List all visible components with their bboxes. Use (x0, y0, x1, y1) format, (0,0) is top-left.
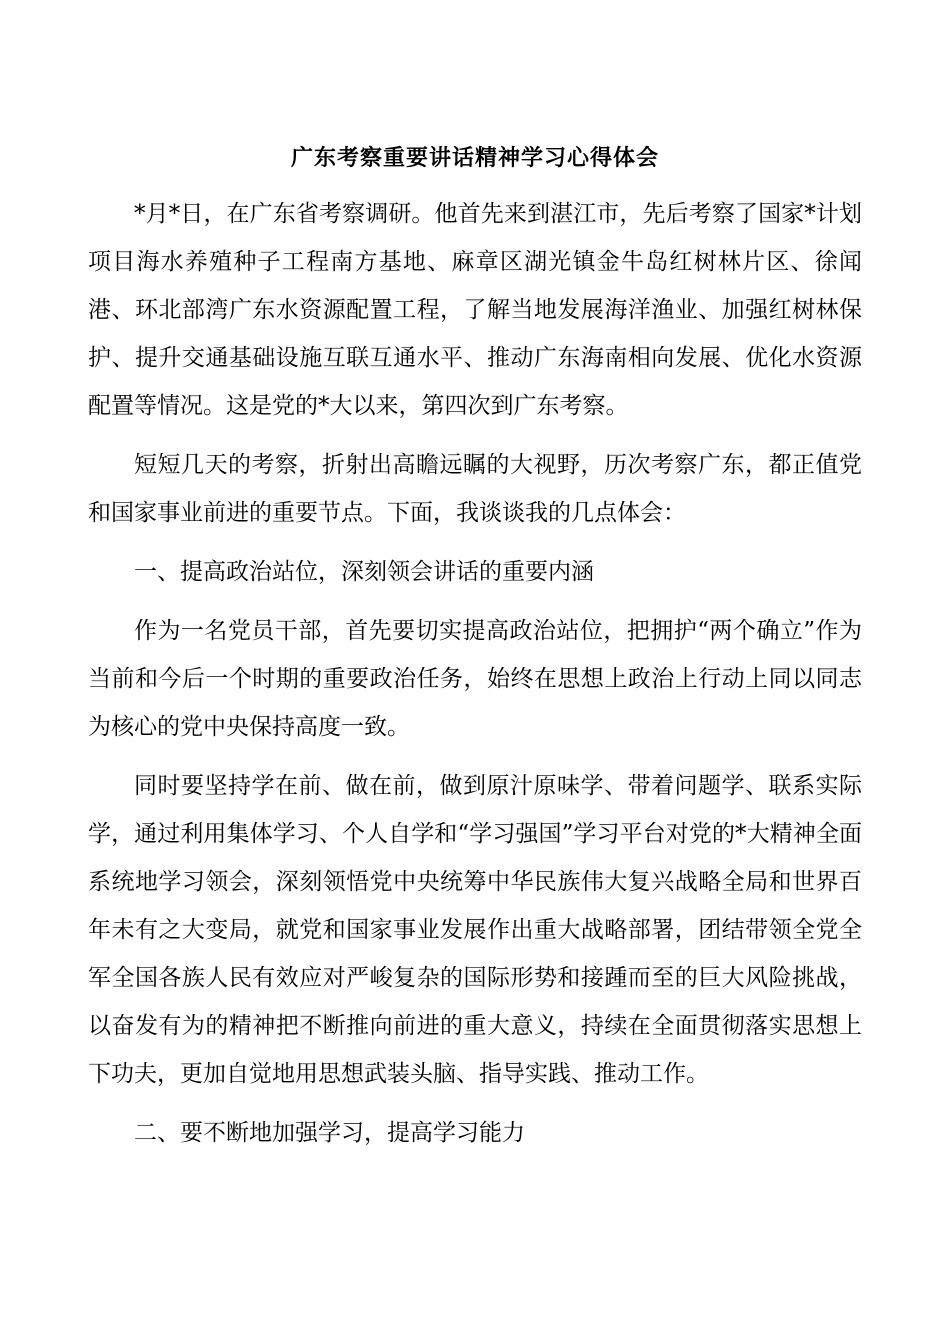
section-heading-1: 一、提高政治站位，深刻领会讲话的重要内涵 (134, 559, 594, 585)
paragraph-overview: 短短几天的考察，折射出高瞻远瞩的大视野，历次考察广东，都正值党和国家事业前进的重要节点。下面，我谈谈我的几点体会： (88, 452, 862, 526)
paragraph-section-1b: 同时要坚持学在前、做在前，做到原汁原味学、带着问题学、联系实际学，通过利用集体学习、个人自学和“学习强国”学习平台对党的*大精神全面系统地学习领会，深刻领悟党中央统筹中华民族伟大复兴战略全局和世界百年未有之大变局，就党和国家事业发展作出重大战略部署，团结带领全党全军全国各族人民有效应对严峻复杂的国际形势和接踵而至的巨大风险挑战，以奋发有为的精神把不断推向前进的重大意义，持续在全面贯彻落实思想上下功夫，更加自觉地用思想武装头脑、指导实践、推动工作。 (88, 773, 862, 1087)
document-title: 广东考察重要讲话精神学习心得体会 (290, 145, 659, 171)
paragraph-intro: *月*日，在广东省考察调研。他首先来到湛江市，先后考察了国家*计划项目海水养殖种子工程南方基地、麻章区湖光镇金牛岛红树林片区、徐闻港、环北部湾广东水资源配置工程，了解当地发展海洋渔业、加强红树林保护、提升交通基础设施互联互通水平、推动广东海南相向发展、优化水资源配置等情况。这是党的*大以来，第四次到广东考察。 (88, 201, 862, 419)
section-heading-2: 二、要不断地加强学习，提高学习能力 (134, 1120, 525, 1146)
document-body (88, 190, 862, 1168)
paragraph-section-1a: 作为一名党员干部，首先要切实提高政治站位，把拥护“两个确立”作为当前和今后一个时期的重要政治任务，始终在思想上政治上行动上同以同志为核心的党中央保持高度一致。 (88, 618, 862, 740)
